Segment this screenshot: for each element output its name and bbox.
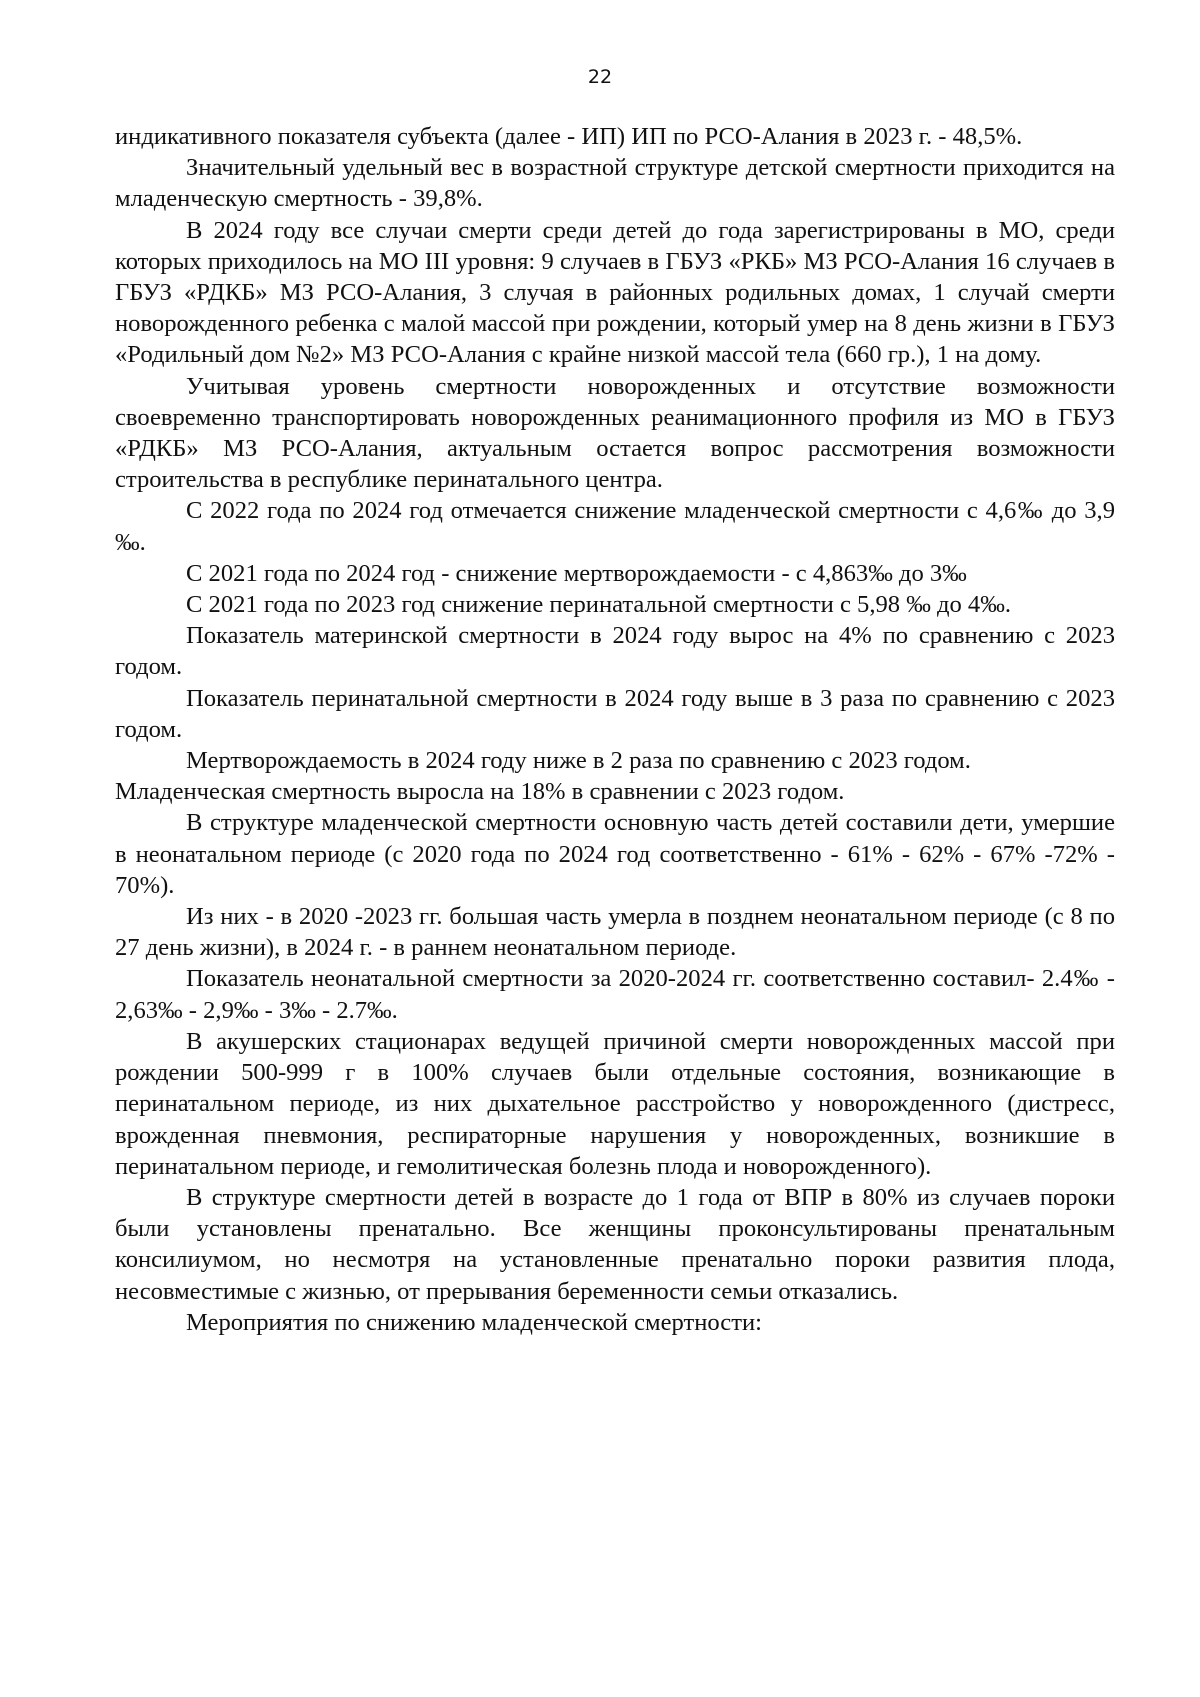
paragraph: В 2024 году все случаи смерти среди детей до года зарегистрированы в МО, среди которых приходилось на МО III уровня: 9 случаев в ГБУЗ «РКБ» МЗ РСО-Алания 16 случаев в ГБУЗ «РДКБ» МЗ РСО-Алания, 3 случая в районных родильных домах, 1 случай смерти новорожденного ребенка с малой массой при рождении, который умер на 8 день жизни в ГБУЗ «Родильный дом №2» МЗ РСО-Алания с крайне низкой массой тела (660 гр.), 1 на дому. bbox=[115, 216, 1115, 369]
paragraph: Показатель неонатальной смертности за 2020-2024 гг. соответственно составил- 2.4‰ - 2,63‰ - 2,9‰ - 3‰ - 2.7‰. bbox=[115, 965, 1115, 1024]
paragraph: Из них - в 2020 -2023 гг. большая часть умерла в позднем неонатальном периоде (с 8 по 27 день жизни), в 2024 г. - в раннем неонатальном периоде. bbox=[115, 903, 1115, 962]
paragraph: В структуре смертности детей в возрасте до 1 года от ВПР в 80% из случаев пороки были установлены пренатально. Все женщины проконсультированы пренатальным консилиумом, но несмотря на установленные пренатально пороки развития плода, несовместимые с жизнью, от прерывания беременности семьи отказались. bbox=[115, 1183, 1115, 1305]
page-number: 22 bbox=[587, 66, 613, 88]
paragraph: В акушерских стационарах ведущей причиной смерти новорожденных массой при рождении 500-999 г в 100% случаев были отдельные состояния, возникающие в перинатальном периоде, из них дыхательное расстройство у новорожденного (дистресс, врожденная пневмония, респираторные нарушения у новорожденных, возникшие в перинатальном периоде, и гемолитическая болезнь плода и новорожденного). bbox=[115, 1027, 1115, 1180]
section-lead-in: Мероприятия по снижению младенческой смертности: bbox=[186, 1308, 762, 1336]
paragraph: Показатель материнской смертности в 2024 году вырос на 4% по сравнению с 2023 годом. bbox=[115, 622, 1115, 681]
paragraph: С 2021 года по 2023 год снижение перинатальной смертности с 5,98 ‰ до 4‰. bbox=[186, 591, 1011, 619]
paragraph: Мертворождаемость в 2024 году ниже в 2 раза по сравнению с 2023 годом. bbox=[186, 747, 971, 775]
paragraph: Младенческая смертность выросла на 18% в сравнении с 2023 годом. bbox=[115, 778, 845, 806]
paragraph: С 2021 года по 2024 год - снижение мертворождаемости - с 4,863‰ до 3‰ bbox=[186, 559, 967, 587]
paragraph: С 2022 года по 2024 год отмечается снижение младенческой смертности с 4,6‰ до 3,9 ‰. bbox=[115, 497, 1115, 556]
paragraph: В структуре младенческой смертности основную часть детей составили дети, умершие в неонатальном периоде (с 2020 года по 2024 год соответственно - 61% - 62% - 67% -72% - 70%). bbox=[115, 809, 1115, 899]
paragraph: Показатель перинатальной смертности в 2024 году выше в 3 раза по сравнению с 2023 годом. bbox=[115, 684, 1115, 743]
document-body bbox=[115, 121, 1115, 1338]
paragraph: Учитывая уровень смертности новорожденных и отсутствие возможности своевременно транспортировать новорожденных реанимационного профиля из МО в ГБУЗ «РДКБ» МЗ РСО-Алания, актуальным остается вопрос рассмотрения возможности строительства в республике перинатального центра. bbox=[115, 372, 1115, 494]
paragraph: Значительный удельный вес в возрастной структуре детской смертности приходится на младенческую смертность - 39,8%. bbox=[115, 154, 1115, 213]
paragraph-continuation: индикативного показателя субъекта (далее - ИП) ИП по РСО-Алания в 2023 г. - 48,5%. bbox=[115, 123, 1023, 150]
